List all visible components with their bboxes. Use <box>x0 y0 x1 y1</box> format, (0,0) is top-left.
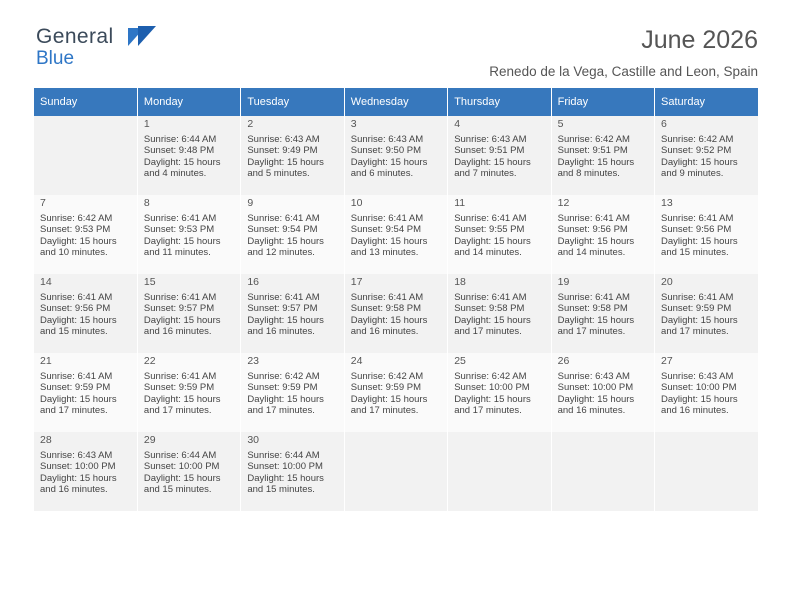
day-detail-line: and 12 minutes. <box>247 247 315 259</box>
day-detail-line: Sunrise: 6:44 AM <box>143 449 217 461</box>
weekday-header-row <box>34 88 758 116</box>
calendar-day-cell <box>551 353 654 432</box>
calendar-day-cell-empty <box>34 116 137 195</box>
day-number: 30 <box>247 434 260 446</box>
day-detail-line: Daylight: 15 hours <box>557 156 635 168</box>
calendar-day-cell <box>241 116 344 195</box>
day-detail-line: Sunrise: 6:44 AM <box>143 133 217 145</box>
day-detail-line: and 16 minutes. <box>661 405 729 417</box>
day-detail-line: Sunset: 9:50 PM <box>350 145 421 157</box>
calendar-day-cell <box>448 195 551 274</box>
calendar-day-cell <box>448 353 551 432</box>
weekday-friday: Friday <box>551 88 654 116</box>
day-detail-line: and 15 minutes. <box>40 326 108 338</box>
day-detail-line: Sunset: 10:00 PM <box>661 382 737 394</box>
day-detail-line: Daylight: 15 hours <box>350 314 428 326</box>
day-number: 11 <box>454 197 466 209</box>
calendar-day-cell <box>551 274 654 353</box>
calendar-day-cell <box>344 116 447 195</box>
day-detail-line: and 5 minutes. <box>247 168 310 180</box>
day-detail-line: Sunset: 9:51 PM <box>454 145 525 157</box>
day-detail-line: and 4 minutes. <box>143 168 207 180</box>
day-number: 1 <box>143 118 150 130</box>
calendar-day-cell <box>448 274 551 353</box>
day-detail-line: Sunset: 9:54 PM <box>350 224 421 236</box>
day-number: 20 <box>661 276 673 288</box>
day-number: 4 <box>454 118 461 130</box>
day-detail-line: and 15 minutes. <box>661 247 729 259</box>
day-detail-line: Sunrise: 6:43 AM <box>557 370 630 382</box>
day-detail-line: Sunset: 9:52 PM <box>661 145 732 157</box>
day-number: 9 <box>247 197 254 209</box>
day-detail-line: Daylight: 15 hours <box>661 235 738 247</box>
day-detail-line: and 16 minutes. <box>247 326 315 338</box>
day-detail-line: Sunrise: 6:41 AM <box>557 212 630 224</box>
day-detail-line: Sunset: 9:58 PM <box>557 303 628 315</box>
day-detail-line: and 15 minutes. <box>143 484 212 496</box>
day-detail-line: Daylight: 15 hours <box>247 472 324 484</box>
day-detail-line: Sunset: 9:59 PM <box>40 382 111 394</box>
day-detail-line: Sunrise: 6:41 AM <box>557 291 630 303</box>
day-detail-line: Sunrise: 6:41 AM <box>143 212 217 224</box>
day-detail-line: and 16 minutes. <box>350 326 419 338</box>
day-detail-line: Daylight: 15 hours <box>661 393 738 405</box>
day-detail-line: and 14 minutes. <box>454 247 522 259</box>
day-detail-line: Sunset: 9:59 PM <box>247 382 318 394</box>
day-detail-line: and 17 minutes. <box>247 405 315 417</box>
day-detail-line: Sunset: 10:00 PM <box>40 461 116 473</box>
day-detail-line: Sunrise: 6:42 AM <box>454 370 527 382</box>
calendar-day-cell <box>34 274 137 353</box>
day-detail-line: and 16 minutes. <box>143 326 212 338</box>
day-detail-line: Daylight: 15 hours <box>143 314 221 326</box>
day-detail-line: Daylight: 15 hours <box>247 393 324 405</box>
day-detail-line: Sunset: 9:59 PM <box>350 382 421 394</box>
page-header <box>34 0 758 79</box>
day-number: 5 <box>557 118 564 130</box>
day-number: 23 <box>247 355 260 367</box>
day-detail-line: Daylight: 15 hours <box>454 235 531 247</box>
calendar-week-row <box>34 116 758 195</box>
weekday-wednesday: Wednesday <box>344 88 447 116</box>
day-detail-line: Sunrise: 6:43 AM <box>40 449 113 461</box>
day-detail-line: and 17 minutes. <box>143 405 212 417</box>
calendar-day-cell <box>137 195 240 274</box>
calendar-body <box>34 116 758 511</box>
day-detail-line: Daylight: 15 hours <box>247 235 324 247</box>
day-detail-line: Daylight: 15 hours <box>661 156 738 168</box>
calendar-day-cell <box>655 353 758 432</box>
day-detail-line: Sunset: 10:00 PM <box>143 461 220 473</box>
day-detail-line: Sunrise: 6:41 AM <box>143 370 217 382</box>
day-detail-line: Daylight: 15 hours <box>40 472 117 484</box>
calendar-day-cell <box>241 353 344 432</box>
day-detail-line: and 10 minutes. <box>40 247 108 259</box>
day-number: 6 <box>661 118 667 130</box>
day-detail-line: Daylight: 15 hours <box>143 393 221 405</box>
calendar-day-cell-empty <box>448 432 551 511</box>
day-detail-line: Sunset: 9:54 PM <box>247 224 318 236</box>
day-detail-line: and 17 minutes. <box>557 326 626 338</box>
calendar-day-cell <box>241 432 344 511</box>
weekday-tuesday: Tuesday <box>241 88 344 116</box>
calendar-day-cell <box>551 195 654 274</box>
day-detail-line: Sunset: 9:51 PM <box>557 145 628 157</box>
day-detail-line: Sunset: 9:59 PM <box>661 303 732 315</box>
day-detail-line: Sunrise: 6:41 AM <box>661 291 734 303</box>
calendar-day-cell <box>448 116 551 195</box>
calendar-day-cell <box>655 274 758 353</box>
calendar-day-cell <box>34 353 137 432</box>
day-detail-line: and 16 minutes. <box>40 484 108 496</box>
day-detail-line: Daylight: 15 hours <box>350 235 428 247</box>
day-detail-line: Sunrise: 6:42 AM <box>247 370 320 382</box>
day-detail-line: Daylight: 15 hours <box>143 156 221 168</box>
day-number: 26 <box>557 355 570 367</box>
day-detail-line: Daylight: 15 hours <box>40 393 117 405</box>
day-detail-line: Sunrise: 6:41 AM <box>247 291 320 303</box>
day-number: 27 <box>661 355 673 367</box>
day-detail-line: Sunset: 9:55 PM <box>454 224 525 236</box>
day-detail-line: Sunset: 9:53 PM <box>40 224 111 236</box>
day-detail-line: Daylight: 15 hours <box>143 472 221 484</box>
day-number: 10 <box>350 197 363 209</box>
calendar-day-cell <box>241 274 344 353</box>
day-detail-line: Daylight: 15 hours <box>247 156 324 168</box>
day-detail-line: Sunrise: 6:41 AM <box>350 291 424 303</box>
day-detail-line: Sunset: 9:57 PM <box>143 303 215 315</box>
day-number: 7 <box>40 197 46 209</box>
day-number: 24 <box>350 355 363 367</box>
day-detail-line: Sunrise: 6:41 AM <box>454 291 527 303</box>
day-detail-line: Daylight: 15 hours <box>143 235 221 247</box>
calendar-week-row <box>34 353 758 432</box>
calendar-day-cell-empty <box>655 432 758 511</box>
day-detail-line: Daylight: 15 hours <box>350 393 428 405</box>
logo-text-general: General <box>36 25 114 48</box>
day-number: 18 <box>454 276 466 288</box>
calendar-day-cell <box>137 432 240 511</box>
day-detail-line: Sunset: 10:00 PM <box>557 382 634 394</box>
calendar-day-cell <box>34 432 137 511</box>
weekday-thursday: Thursday <box>448 88 551 116</box>
day-detail-line: and 17 minutes. <box>661 326 729 338</box>
logo-text-blue: Blue <box>36 48 75 69</box>
day-detail-line: Sunrise: 6:41 AM <box>454 212 527 224</box>
day-detail-line: Sunset: 9:56 PM <box>661 224 732 236</box>
day-number: 2 <box>247 118 254 130</box>
calendar-day-cell <box>137 274 240 353</box>
day-detail-line: Sunset: 9:49 PM <box>247 145 318 157</box>
weekday-sunday: Sunday <box>34 88 137 116</box>
day-detail-line: Sunrise: 6:42 AM <box>350 370 424 382</box>
calendar-day-cell <box>344 195 447 274</box>
calendar-table <box>34 88 758 511</box>
day-detail-line: Daylight: 15 hours <box>557 235 635 247</box>
day-detail-line: Sunset: 9:58 PM <box>454 303 525 315</box>
day-detail-line: and 11 minutes. <box>143 247 211 259</box>
calendar-week-row <box>34 195 758 274</box>
day-number: 17 <box>350 276 363 288</box>
day-number: 15 <box>143 276 156 288</box>
day-number: 3 <box>350 118 357 130</box>
calendar-day-cell <box>655 195 758 274</box>
day-detail-line: Sunset: 9:59 PM <box>143 382 215 394</box>
day-detail-line: Sunset: 10:00 PM <box>454 382 530 394</box>
day-detail-line: Daylight: 15 hours <box>661 314 738 326</box>
day-detail-line: Sunrise: 6:41 AM <box>661 212 734 224</box>
calendar-day-cell <box>655 116 758 195</box>
calendar-day-cell <box>137 116 240 195</box>
calendar-day-cell-empty <box>344 432 447 511</box>
day-number: 12 <box>557 197 570 209</box>
day-number: 14 <box>40 276 52 288</box>
day-number: 28 <box>40 434 52 446</box>
day-number: 19 <box>557 276 570 288</box>
logo <box>36 26 236 76</box>
calendar-day-cell <box>344 274 447 353</box>
flag-icon <box>128 26 158 52</box>
day-detail-line: Daylight: 15 hours <box>350 156 428 168</box>
day-detail-line: Sunrise: 6:41 AM <box>143 291 217 303</box>
day-detail-line: and 17 minutes. <box>454 405 522 417</box>
day-detail-line: Sunset: 9:56 PM <box>40 303 111 315</box>
day-detail-line: Sunrise: 6:41 AM <box>247 212 320 224</box>
day-detail-line: Sunrise: 6:43 AM <box>247 133 320 145</box>
day-detail-line: Daylight: 15 hours <box>454 314 531 326</box>
calendar-day-cell-empty <box>551 432 654 511</box>
day-detail-line: and 17 minutes. <box>454 326 522 338</box>
day-detail-line: and 13 minutes. <box>350 247 419 259</box>
day-detail-line: Sunset: 9:58 PM <box>350 303 421 315</box>
day-detail-line: Sunset: 9:57 PM <box>247 303 318 315</box>
calendar-week-row <box>34 432 758 511</box>
day-number: 25 <box>454 355 466 367</box>
day-detail-line: and 15 minutes. <box>247 484 315 496</box>
day-detail-line: Daylight: 15 hours <box>557 393 635 405</box>
day-detail-line: Sunrise: 6:41 AM <box>40 370 113 382</box>
calendar-day-cell <box>34 195 137 274</box>
day-detail-line: Sunrise: 6:42 AM <box>40 212 113 224</box>
day-detail-line: Sunset: 9:53 PM <box>143 224 215 236</box>
day-detail-line: Sunrise: 6:42 AM <box>557 133 630 145</box>
day-detail-line: Sunrise: 6:43 AM <box>661 370 734 382</box>
day-number: 29 <box>143 434 156 446</box>
day-detail-line: Sunrise: 6:41 AM <box>350 212 424 224</box>
day-detail-line: and 17 minutes. <box>40 405 108 417</box>
calendar-day-cell <box>241 195 344 274</box>
day-detail-line: and 7 minutes. <box>454 168 517 180</box>
day-detail-line: Sunset: 9:48 PM <box>143 145 215 157</box>
day-detail-line: Daylight: 15 hours <box>454 393 531 405</box>
page-subtitle: Renedo de la Vega, Castille and Leon, Spain <box>489 64 758 79</box>
calendar-day-cell <box>137 353 240 432</box>
day-number: 22 <box>143 355 156 367</box>
weekday-saturday: Saturday <box>655 88 758 116</box>
day-detail-line: Sunrise: 6:41 AM <box>40 291 113 303</box>
day-detail-line: Sunrise: 6:43 AM <box>454 133 527 145</box>
day-detail-line: and 17 minutes. <box>350 405 419 417</box>
day-detail-line: Sunset: 10:00 PM <box>247 461 323 473</box>
day-detail-line: Daylight: 15 hours <box>454 156 531 168</box>
day-detail-line: Daylight: 15 hours <box>557 314 635 326</box>
day-detail-line: and 8 minutes. <box>557 168 620 180</box>
day-detail-line: and 6 minutes. <box>350 168 414 180</box>
day-number: 8 <box>143 197 150 209</box>
calendar-day-cell <box>344 353 447 432</box>
day-detail-line: Daylight: 15 hours <box>40 314 117 326</box>
day-detail-line: Daylight: 15 hours <box>247 314 324 326</box>
day-number: 16 <box>247 276 260 288</box>
day-detail-line: and 9 minutes. <box>661 168 724 180</box>
day-detail-line: Sunrise: 6:42 AM <box>661 133 734 145</box>
day-number: 21 <box>40 355 52 367</box>
weekday-monday: Monday <box>137 88 240 116</box>
day-detail-line: Daylight: 15 hours <box>40 235 117 247</box>
day-detail-line: Sunset: 9:56 PM <box>557 224 628 236</box>
day-detail-line: Sunrise: 6:44 AM <box>247 449 320 461</box>
page-title: June 2026 <box>641 26 758 54</box>
day-number: 13 <box>661 197 673 209</box>
calendar-week-row <box>34 274 758 353</box>
calendar-day-cell <box>551 116 654 195</box>
day-detail-line: and 16 minutes. <box>557 405 626 417</box>
day-detail-line: Sunrise: 6:43 AM <box>350 133 424 145</box>
day-detail-line: and 14 minutes. <box>557 247 626 259</box>
